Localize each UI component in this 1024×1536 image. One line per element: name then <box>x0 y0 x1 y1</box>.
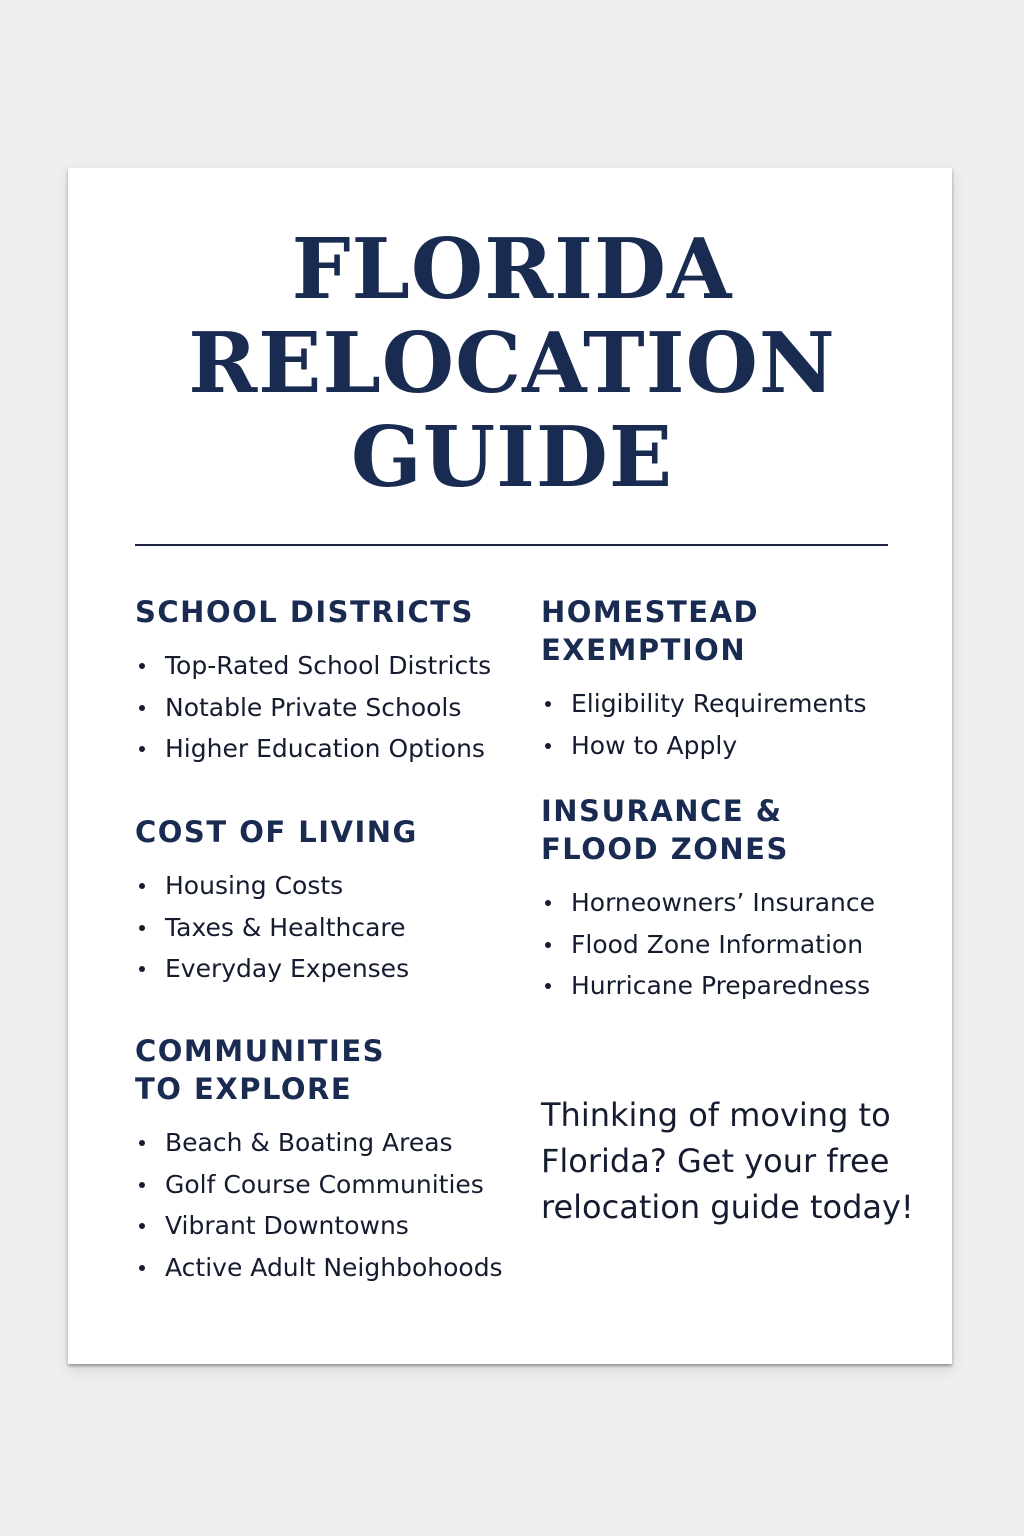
section-heading-line: FLOOD ZONES <box>541 832 789 866</box>
bullet-icon <box>139 966 145 972</box>
list-item-label: How to Apply <box>571 730 738 760</box>
section-heading-line: TO EXPLORE <box>135 1072 353 1106</box>
list-item <box>541 965 921 1007</box>
list-item-label: Horneowners’ Insurance <box>571 888 875 917</box>
section-heading-line: EXEMPTION <box>541 633 747 667</box>
bullet-icon <box>545 900 551 906</box>
section-heading-line: INSURANCE & <box>541 794 783 828</box>
list-item <box>541 924 921 966</box>
list-item-label: Eligibility Requirements <box>571 689 867 718</box>
bullet-icon <box>545 983 551 989</box>
list-item <box>135 865 515 907</box>
list-item-label: Golf Course Communities <box>165 1169 484 1199</box>
bullet-icon <box>545 942 551 948</box>
section-insurance-flood-zones <box>541 792 921 1007</box>
section-heading: COST OF LIVING <box>135 815 418 849</box>
bullet-icon <box>139 1223 145 1229</box>
bullet-icon <box>139 1265 145 1271</box>
list-item <box>135 907 515 949</box>
section-heading: SCHOOL DISTRICTS <box>135 595 474 629</box>
bullet-icon <box>139 1140 145 1146</box>
list-item-label: Housing Costs <box>165 871 344 900</box>
section-heading <box>541 593 921 669</box>
bullet-list <box>135 865 515 990</box>
bullet-list <box>135 645 515 770</box>
section-heading <box>541 792 921 868</box>
section-cost-of-living <box>135 813 515 990</box>
list-item-label: Top-Rated School Districts <box>165 651 492 680</box>
list-item-label: Hurricane Preparedness <box>571 971 871 1000</box>
bullet-icon <box>139 746 145 752</box>
section-school-districts <box>135 593 515 770</box>
section-heading-line: HOMESTEAD <box>541 595 760 629</box>
list-item-label: Vibrant Downtowns <box>165 1211 409 1240</box>
bullet-icon <box>139 925 145 931</box>
list-item <box>541 882 921 924</box>
list-item <box>135 1164 515 1206</box>
list-item <box>135 948 515 990</box>
list-item-label: Beach & Boating Areas <box>165 1128 453 1157</box>
title-line-3: GUIDE <box>350 408 674 506</box>
bullet-icon <box>139 883 145 889</box>
section-homestead-exemption <box>541 593 921 766</box>
list-item-label: Higher Education Options <box>165 734 485 763</box>
list-item-label: Notable Private Schools <box>165 692 462 722</box>
list-item <box>135 728 515 770</box>
section-communities <box>135 1032 515 1288</box>
title-line-1: FLORIDA <box>291 220 733 318</box>
list-item <box>541 683 921 725</box>
title-line-2: RELOCATION <box>188 314 836 412</box>
list-item-label: Taxes & Healthcare <box>165 912 406 942</box>
bullet-icon <box>139 705 145 711</box>
list-item <box>135 1247 515 1289</box>
list-item-label: Everyday Expenses <box>165 954 410 983</box>
guide-title <box>0 222 1024 504</box>
bullet-list <box>541 683 921 766</box>
list-item <box>135 1122 515 1164</box>
title-divider <box>135 544 888 546</box>
bullet-icon <box>139 1182 145 1188</box>
bullet-icon <box>139 663 145 669</box>
bullet-list <box>541 882 921 1007</box>
list-item-label: Flood Zone Information <box>571 929 864 959</box>
list-item <box>541 725 921 767</box>
bullet-list <box>135 1122 515 1288</box>
call-to-action-text: Thinking of moving to Florida? Get your free relocation guide today! <box>541 1096 914 1226</box>
section-heading <box>135 1032 515 1108</box>
section-heading-line: COMMUNITIES <box>135 1034 386 1068</box>
bullet-icon <box>545 701 551 707</box>
list-item <box>135 645 515 687</box>
list-item <box>135 687 515 729</box>
bullet-icon <box>545 743 551 749</box>
list-item-label: Active Adult Neighbohoods <box>165 1252 503 1282</box>
list-item <box>135 1205 515 1247</box>
